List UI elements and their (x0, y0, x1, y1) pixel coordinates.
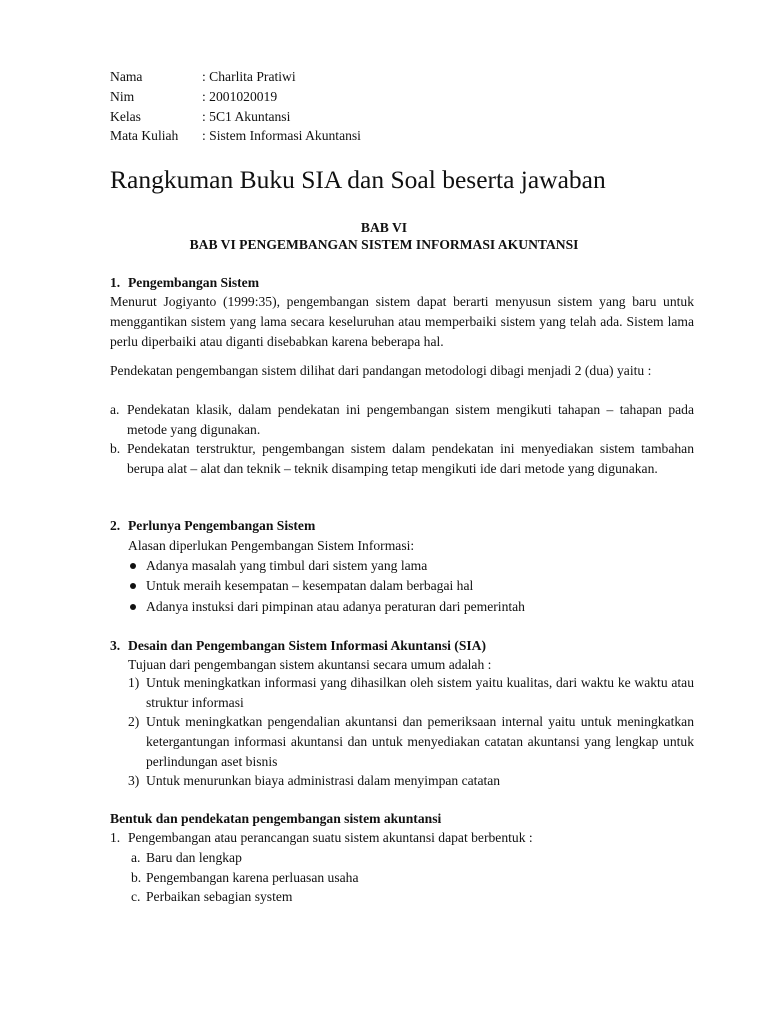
section3-item2-text: Untuk meningkatkan pengendalian akuntansi dan pemeriksaan internal yaitu untuk meningkatkan ketergantungan informasi akuntansi dan untuk menyediakan catatan akuntansi yang lengkap untuk perlindungan aset bisnis (146, 714, 694, 769)
section3-item3-text: Untuk menurunkan biaya administrasi dalam menyimpan catatan (146, 773, 501, 788)
section1-paragraph1: Menurut Jogiyanto (1999:35), pengembangan sistem dapat berarti menyusun sistem yang baru untuk menggantikan sistem yang lama secara keseluruhan atau memperbaiki sistem yang telah ada. Sistem lama perlu diperbaiki atau diganti disebabkan karena beberapa hal. (110, 294, 694, 349)
section2-heading: Perlunya Pengembangan Sistem (128, 518, 316, 533)
list-item: Adanya masalah yang timbul dari sistem yang lama (146, 558, 428, 573)
chapter-title: BAB VI PENGEMBANGAN SISTEM INFORMASI AKUNTANSI (189, 237, 579, 252)
list-item: Adanya instuksi dari pimpinan atau adanya peraturan dari pemerintah (146, 599, 525, 614)
section3-item2-marker: 2) (128, 714, 140, 729)
info-label-nim: Nim (110, 89, 135, 104)
section4-sub-b-marker: b. (131, 870, 142, 885)
section3-heading: Desain dan Pengembangan Sistem Informasi Akuntansi (SIA) (128, 638, 487, 653)
document-title: Rangkuman Buku SIA dan Soal beserta jawaban (110, 165, 606, 194)
section4-sub-a-text: Baru dan lengkap (146, 850, 242, 865)
section4-sub-a-marker: a. (131, 850, 141, 865)
section1-item-a-marker: a. (110, 402, 120, 417)
chapter-label: BAB VI (360, 220, 408, 235)
info-value-kelas: : 5C1 Akuntansi (202, 109, 291, 124)
section3-item1-text: Untuk meningkatkan informasi yang dihasilkan oleh sistem yaitu kualitas, dari waktu ke waktu atau struktur informasi (146, 675, 694, 710)
section4-sub-c-marker: c. (131, 889, 141, 904)
section3-number: 3. (110, 638, 121, 653)
info-label-mata-kuliah: Mata Kuliah (110, 128, 179, 143)
info-label-nama: Nama (110, 69, 143, 84)
section1-item-b-text: Pendekatan terstruktur, pengembangan sistem dalam pendekatan ini menyediakan sistem tambahan berupa alat – alat dan teknik – teknik disamping tetap mengikuti ide dari metode yang digunakan. (127, 441, 694, 476)
info-value-mata-kuliah: : Sistem Informasi Akuntansi (202, 128, 361, 143)
section4-sub-c-text: Perbaikan sebagian system (146, 889, 293, 904)
section4-item1-text: Pengembangan atau perancangan suatu sistem akuntansi dapat berbentuk : (128, 830, 533, 845)
section1-item-a-text: Pendekatan klasik, dalam pendekatan ini pengembangan sistem mengikuti tahapan – tahapan pada metode yang digunakan. (127, 402, 694, 437)
section3-item1-marker: 1) (128, 675, 140, 690)
section1-paragraph2: Pendekatan pengembangan sistem dilihat dari pandangan metodologi dibagi menjadi 2 (dua) yaitu : (110, 363, 652, 378)
bullet-icon (130, 563, 136, 569)
list-item: Untuk meraih kesempatan – kesempatan dalam berbagai hal (146, 578, 474, 593)
section4-heading: Bentuk dan pendekatan pengembangan sistem akuntansi (110, 811, 442, 826)
bullet-icon (130, 604, 136, 610)
section4-item1-marker: 1. (110, 830, 121, 845)
section3-item3-marker: 3) (128, 773, 140, 788)
info-value-nama: : Charlita Pratiwi (202, 69, 296, 84)
section2-number: 2. (110, 518, 121, 533)
section3-intro: Tujuan dari pengembangan sistem akuntansi secara umum adalah : (128, 657, 492, 672)
section1-item-b-marker: b. (110, 441, 121, 456)
section1-heading: Pengembangan Sistem (128, 275, 260, 290)
info-label-kelas: Kelas (110, 109, 141, 124)
section1-number: 1. (110, 275, 121, 290)
bullet-icon (130, 583, 136, 589)
info-value-nim: : 2001020019 (202, 89, 278, 104)
section4-sub-b-text: Pengembangan karena perluasan usaha (146, 870, 359, 885)
section2-intro: Alasan diperlukan Pengembangan Sistem Informasi: (128, 538, 415, 553)
